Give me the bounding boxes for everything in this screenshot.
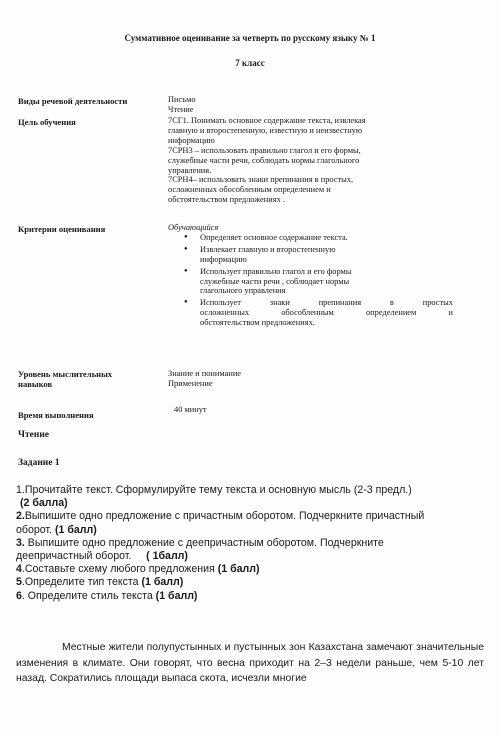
activity-value: Чтение — [168, 104, 194, 114]
goal-line: служебные части речи, соблюдать нормы глагольного — [168, 155, 360, 165]
criteria-intro: Обучающийся — [168, 223, 219, 232]
task-4: 4.Составьте схему любого предложения (1 балл) — [16, 563, 260, 576]
time-label: Время выполнения — [18, 410, 94, 420]
goal-line: обстоятельством предложениях . — [168, 195, 285, 205]
activity-label: Виды речевой деятельности — [18, 96, 128, 106]
goal-line: управления. — [168, 165, 212, 175]
goal-values — [168, 116, 453, 205]
criteria-list — [168, 233, 453, 328]
goal-line: главную и второстепенную, известную и неизвестную — [168, 125, 363, 135]
time-value: 40 минут — [174, 405, 207, 414]
thinking-value: Знание и понимание — [168, 369, 242, 378]
section-task: Задание 1 — [18, 458, 60, 468]
criteria-item: ● Извлекает главную и второстепенную информацию — [200, 245, 453, 265]
goal-line: 7СРН3 – использовать правильно глагол и его формы, — [168, 145, 361, 155]
thinking-value: Применение — [168, 378, 213, 388]
task-6: 6. Определите стиль текста (1 балл) — [16, 589, 198, 602]
goal-line: 7СГ1. Понимать основное содержание текста, извлекая — [168, 116, 366, 125]
goal-line: информацию — [168, 135, 215, 145]
task-list: 1.Прочитайте текст. Сформулируйте тему текста и основную мысль (2-3 предл.) (2 балла) 2.Выпишите одно предложение с причастным оборотом. Подчеркните причастный оборот. (1 балл) 3. Выпишите одно предложение с деепричастным оборотом. Подчеркните деепричастный оборот. ( 1балл) 4.Составьте схему любого предложения (1 балл) 5.Определите тип текста (1 балл) 6. Определите стиль текста (1 балл) — [16, 484, 486, 603]
goal-label: Цель обучения — [18, 117, 76, 127]
reading-text-block — [16, 640, 484, 687]
criteria-block — [168, 223, 453, 330]
criteria-item: ● Использует правильно глагол и его формы служебные части речи , соблюдает нормы глагольного управления — [200, 267, 453, 297]
goal-line: осложненных обособленным определением и — [168, 185, 331, 195]
criteria-item: ● Использует знаки препинания в простых осложненных обособленным определением и обстоятельством предложениях. — [200, 298, 453, 328]
activity-values — [168, 95, 453, 115]
reading-text: Местные жители полупустынных и пустынных зон Казахстана замечают значительные изменения в климате. Они говорят, что весна приходит на 2–3 недели раньше, чем 5-10 лет назад. Сократились площади выпаса скота, исчезли многие — [16, 642, 484, 684]
document-title: Суммативное оценивание за четверть по русскому языку № 1 — [124, 33, 376, 43]
grade-label: 7 класс — [235, 58, 265, 68]
thinking-values — [168, 369, 453, 389]
goal-line: 7СРН4– использовать знаки препинания в простых, — [168, 175, 354, 185]
task-2: 2.Выпишите одно предложение с причастным оборотом. Подчеркните причастный — [16, 510, 425, 523]
section-reading: Чтение — [18, 430, 50, 440]
activity-value: Письмо — [168, 95, 196, 104]
task-5: 5.Определите тип текста (1 балл) — [16, 576, 184, 589]
thinking-label: Уровень мыслительных навыков — [18, 369, 113, 389]
criteria-label: Критерии оценивания — [18, 224, 106, 234]
criteria-item: ● Определяет основное содержание текста. — [200, 233, 453, 243]
task-3: 3. Выпишите одно предложение с деепричастным оборотом. Подчеркните — [16, 536, 384, 549]
task-1: 1.Прочитайте текст. Сформулируйте тему текста и основную мысль (2-3 предл.) — [16, 484, 412, 496]
